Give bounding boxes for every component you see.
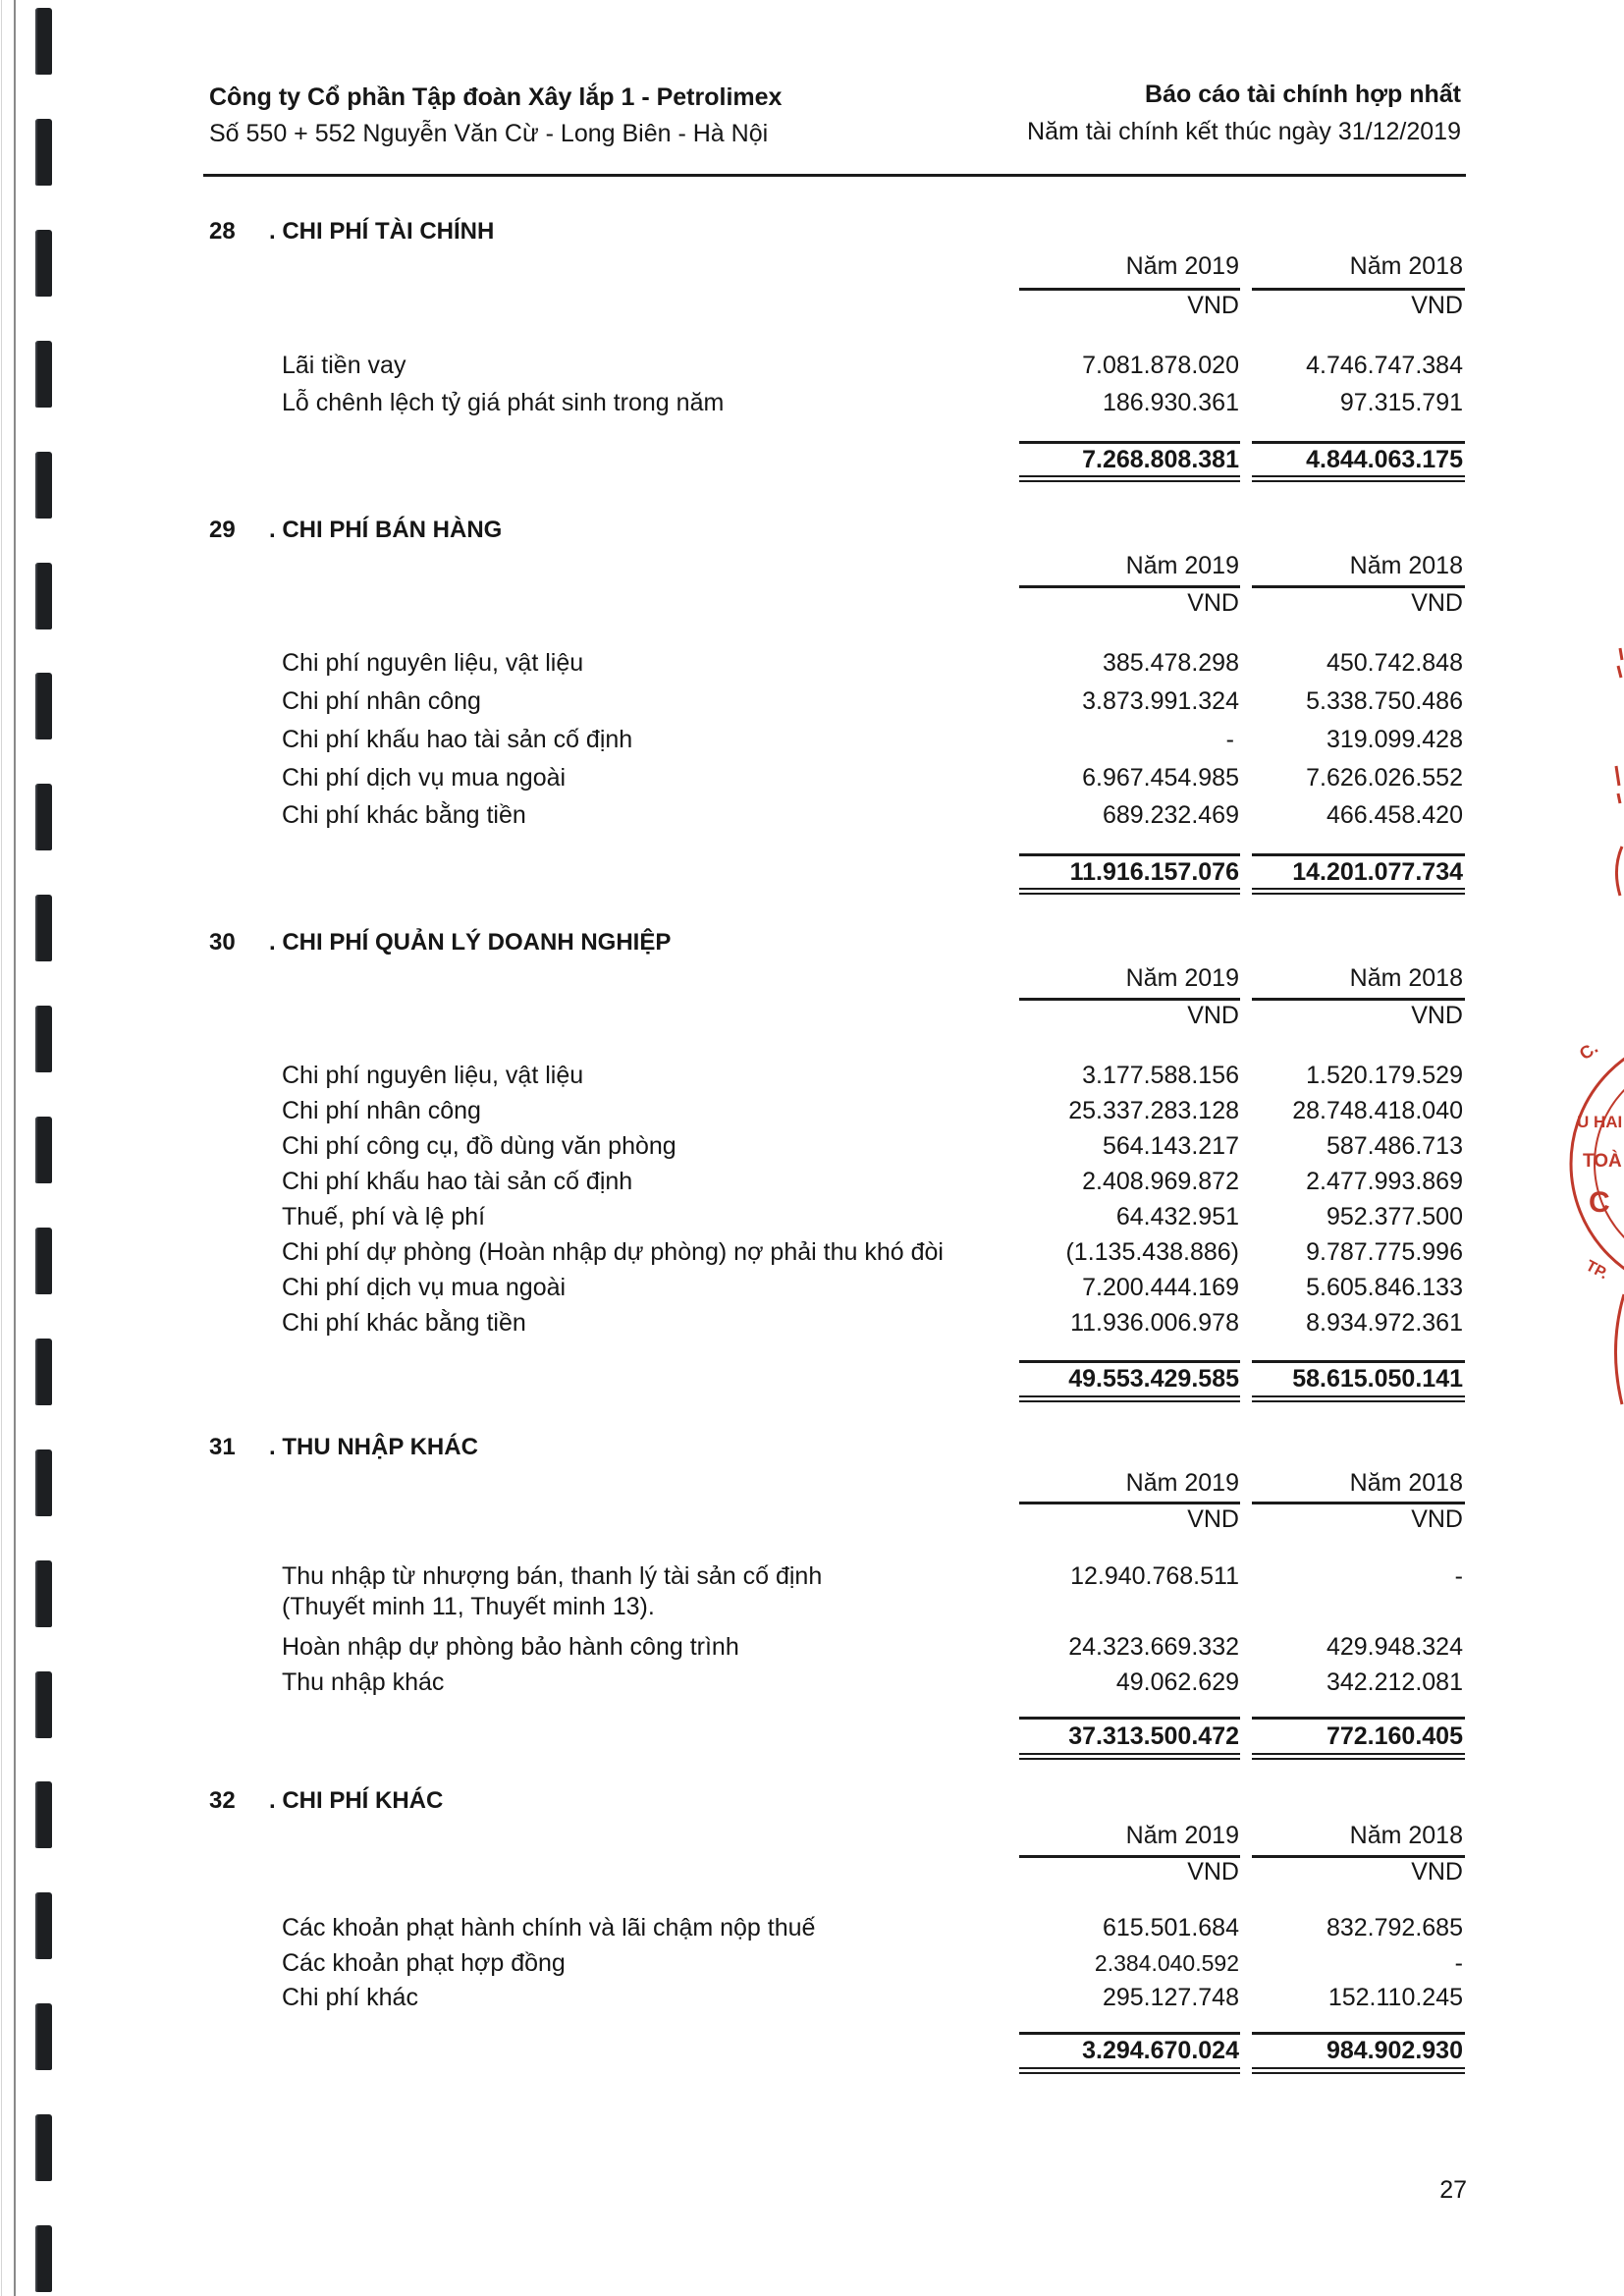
line-item (0, 800, 1624, 830)
total-row (0, 857, 1624, 887)
value-2018: 8.934.972.361 (1306, 1309, 1463, 1337)
line-item (0, 1131, 1624, 1161)
report-title: Báo cáo tài chính hợp nhất (1145, 81, 1461, 108)
section-number: 30 (209, 929, 236, 956)
value-2018: 28.748.418.040 (1292, 1097, 1463, 1124)
value-2019: 7.081.878.020 (1082, 352, 1239, 379)
column-year-2019: Năm 2019 (1125, 964, 1239, 992)
line-item (0, 1667, 1624, 1697)
line-item (0, 1632, 1624, 1662)
line-item-continuation (0, 1592, 1624, 1621)
seal-text-fragment: TP. (1583, 1257, 1611, 1284)
line-item (0, 725, 1624, 754)
line-item-label: Lỗ chênh lệch tỷ giá phát sinh trong năm (282, 389, 725, 416)
section-title: . CHI PHÍ KHÁC (269, 1787, 444, 1814)
value-2019: 2.384.040.592 (1094, 1950, 1239, 1976)
total-2018: 4.844.063.175 (1306, 446, 1463, 473)
line-item-label: Chi phí khác bằng tiền (282, 1309, 526, 1337)
value-2018: - (1454, 1949, 1463, 1977)
double-rule (1019, 888, 1240, 890)
double-rule (1252, 2067, 1465, 2069)
total-2019: 3.294.670.024 (1082, 2037, 1239, 2064)
value-2019: 6.967.454.985 (1082, 764, 1239, 792)
value-2018: 587.486.713 (1326, 1132, 1463, 1160)
line-item (0, 1913, 1624, 1942)
double-rule (1252, 480, 1465, 482)
line-item (0, 763, 1624, 793)
column-header-years (0, 1821, 1624, 1850)
total-2019: 7.268.808.381 (1082, 446, 1239, 473)
column-header-unit (0, 588, 1624, 618)
line-item-label: Thu nhập khác (282, 1668, 445, 1696)
total-row (0, 1364, 1624, 1394)
value-2019: 689.232.469 (1102, 801, 1239, 829)
double-rule (1252, 2072, 1465, 2074)
value-2018: 952.377.500 (1326, 1203, 1463, 1230)
column-header-years (0, 1468, 1624, 1498)
line-item-label: Chi phí khác bằng tiền (282, 801, 526, 829)
value-2018: 2.477.993.869 (1306, 1168, 1463, 1195)
line-item-label: Hoàn nhập dự phòng bảo hành công trình (282, 1633, 739, 1661)
column-unit: VND (1411, 1505, 1463, 1533)
value-2018: - (1454, 1562, 1463, 1590)
value-2018: 4.746.747.384 (1306, 352, 1463, 379)
seal-text-fragment: U HAI (1577, 1113, 1623, 1131)
header-divider (203, 174, 1466, 177)
total-2018: 984.902.930 (1326, 2037, 1463, 2064)
column-year-2018: Năm 2018 (1349, 964, 1463, 992)
binding-mark (35, 119, 52, 186)
column-unit: VND (1411, 1858, 1463, 1886)
line-item-label: Chi phí nguyên liệu, vật liệu (282, 1062, 584, 1089)
total-rule (1252, 2032, 1465, 2035)
column-unit: VND (1411, 292, 1463, 319)
value-2019: 385.478.298 (1102, 649, 1239, 677)
column-header-unit (0, 1857, 1624, 1886)
section-title: . CHI PHÍ TÀI CHÍNH (269, 218, 495, 245)
line-item-label: Thu nhập từ nhượng bán, thanh lý tài sản cố định (282, 1562, 823, 1590)
column-year-2018: Năm 2018 (1349, 252, 1463, 280)
value-2019: 186.930.361 (1102, 389, 1239, 416)
value-2019: (1.135.438.886) (1065, 1238, 1239, 1266)
double-rule (1019, 1395, 1240, 1397)
line-item (0, 351, 1624, 380)
total-rule (1252, 441, 1465, 444)
total-row (0, 445, 1624, 474)
value-2018: 342.212.081 (1326, 1668, 1463, 1696)
value-2019: 3.177.588.156 (1082, 1062, 1239, 1089)
line-item (0, 1237, 1624, 1267)
total-rule (1252, 1717, 1465, 1720)
value-2019: 12.940.768.511 (1070, 1562, 1239, 1590)
section-number: 29 (209, 517, 236, 543)
total-rule (1252, 853, 1465, 856)
section-number: 28 (209, 218, 236, 245)
double-rule (1252, 1400, 1465, 1402)
column-unit: VND (1187, 1505, 1239, 1533)
column-year-2018: Năm 2018 (1349, 552, 1463, 579)
line-item-label: Chi phí khấu hao tài sản cố định (282, 1168, 633, 1195)
value-2018: 450.742.848 (1326, 649, 1463, 677)
value-2018: 7.626.026.552 (1306, 764, 1463, 792)
line-item-label: Các khoản phạt hợp đồng (282, 1949, 566, 1977)
seal-text-fragment: TOÀ (1583, 1151, 1622, 1172)
binding-mark (35, 2225, 52, 2292)
column-unit: VND (1411, 589, 1463, 617)
line-item (0, 686, 1624, 716)
total-2018: 772.160.405 (1326, 1722, 1463, 1750)
line-item-label: Chi phí nhân công (282, 687, 481, 715)
line-item (0, 1983, 1624, 2012)
value-2019: 64.432.951 (1115, 1203, 1239, 1230)
value-2018: 5.338.750.486 (1306, 687, 1463, 715)
value-2019: 49.062.629 (1115, 1668, 1239, 1696)
column-header-years (0, 251, 1624, 281)
line-item-label: Chi phí khấu hao tài sản cố định (282, 726, 633, 753)
column-year-2018: Năm 2018 (1349, 1469, 1463, 1497)
line-item (0, 1167, 1624, 1196)
line-item-label: Chi phí dịch vụ mua ngoài (282, 1274, 567, 1301)
value-2019: 24.323.669.332 (1068, 1633, 1239, 1661)
total-row (0, 2036, 1624, 2065)
column-year-2019: Năm 2019 (1125, 552, 1239, 579)
section-number: 32 (209, 1787, 236, 1814)
total-rule (1019, 1360, 1240, 1363)
line-item-label: Chi phí công cụ, đồ dùng văn phòng (282, 1132, 677, 1160)
column-header-unit (0, 1001, 1624, 1030)
section-title: . CHI PHÍ BÁN HÀNG (269, 517, 503, 543)
double-rule (1019, 893, 1240, 895)
page-number: 27 (1439, 2176, 1467, 2204)
line-item (0, 1273, 1624, 1302)
line-item-label: Chi phí dự phòng (Hoàn nhập dự phòng) nợ phải thu khó đòi (282, 1238, 944, 1266)
value-2018: 97.315.791 (1339, 389, 1463, 416)
column-unit: VND (1187, 292, 1239, 319)
line-item (0, 1096, 1624, 1125)
column-year-2019: Năm 2019 (1125, 252, 1239, 280)
column-header-unit (0, 291, 1624, 320)
total-2019: 49.553.429.585 (1068, 1365, 1239, 1393)
report-period: Năm tài chính kết thúc ngày 31/12/2019 (1027, 118, 1461, 145)
double-rule (1252, 1753, 1465, 1755)
double-rule (1252, 888, 1465, 890)
line-item (0, 1948, 1624, 1978)
column-year-2018: Năm 2018 (1349, 1822, 1463, 1849)
section-title: . CHI PHÍ QUẢN LÝ DOANH NGHIỆP (269, 929, 672, 956)
double-rule (1019, 2072, 1240, 2074)
column-unit: VND (1187, 589, 1239, 617)
company-address: Số 550 + 552 Nguyễn Văn Cừ - Long Biên - Hà Nội (209, 120, 769, 147)
total-2019: 11.916.157.076 (1069, 858, 1239, 886)
line-item-label: Lãi tiền vay (282, 352, 406, 379)
value-2019: 7.200.444.169 (1082, 1274, 1239, 1301)
double-rule (1252, 475, 1465, 477)
value-2018: 429.948.324 (1326, 1633, 1463, 1661)
total-2018: 14.201.077.734 (1292, 858, 1463, 886)
double-rule (1019, 2067, 1240, 2069)
line-item (0, 1061, 1624, 1090)
total-2019: 37.313.500.472 (1068, 1722, 1239, 1750)
line-item-label: Chi phí nguyên liệu, vật liệu (282, 649, 584, 677)
value-2018: 319.099.428 (1326, 726, 1463, 753)
line-item-label: Chi phí khác (282, 1984, 418, 2011)
total-rule (1019, 1717, 1240, 1720)
line-item-label: Thuế, phí và lệ phí (282, 1203, 486, 1230)
column-unit: VND (1187, 1858, 1239, 1886)
value-2019: - (1225, 726, 1234, 753)
binding-mark (35, 8, 52, 75)
value-2018: 152.110.245 (1327, 1984, 1463, 2011)
line-item (0, 388, 1624, 417)
value-2018: 832.792.685 (1326, 1914, 1463, 1941)
column-unit: VND (1411, 1002, 1463, 1029)
value-2018: 1.520.179.529 (1306, 1062, 1463, 1089)
total-rule (1252, 1360, 1465, 1363)
value-2018: 466.458.420 (1326, 801, 1463, 829)
line-item-label: Chi phí nhân công (282, 1097, 481, 1124)
seal-text-fragment: C. (1575, 1037, 1602, 1065)
value-2019: 564.143.217 (1102, 1132, 1239, 1160)
column-year-2019: Năm 2019 (1125, 1469, 1239, 1497)
line-item-label: Chi phí dịch vụ mua ngoài (282, 764, 567, 792)
company-name: Công ty Cổ phần Tập đoàn Xây lắp 1 - Petrolimex (209, 83, 783, 111)
value-2019: 25.337.283.128 (1068, 1097, 1239, 1124)
total-rule (1019, 441, 1240, 444)
total-2018: 58.615.050.141 (1292, 1365, 1463, 1393)
binding-mark (35, 895, 52, 961)
total-row (0, 1722, 1624, 1751)
value-2019: 2.408.969.872 (1082, 1168, 1239, 1195)
double-rule (1019, 475, 1240, 477)
value-2018: 9.787.775.996 (1306, 1238, 1463, 1266)
value-2018: 5.605.846.133 (1306, 1274, 1463, 1301)
total-rule (1019, 2032, 1240, 2035)
seal-text-fragment: C (1589, 1186, 1610, 1219)
line-item-label-line2: (Thuyết minh 11, Thuyết minh 13). (282, 1593, 655, 1620)
total-rule (1019, 853, 1240, 856)
section-title: . THU NHẬP KHÁC (269, 1434, 478, 1460)
value-2019: 3.873.991.324 (1082, 687, 1239, 715)
column-year-2019: Năm 2019 (1125, 1822, 1239, 1849)
line-item (0, 648, 1624, 678)
binding-mark (35, 2114, 52, 2181)
section-number: 31 (209, 1434, 236, 1460)
value-2019: 615.501.684 (1102, 1914, 1239, 1941)
double-rule (1252, 893, 1465, 895)
column-header-years (0, 963, 1624, 993)
line-item-label: Các khoản phạt hành chính và lãi chậm nộp thuế (282, 1914, 816, 1941)
double-rule (1019, 1400, 1240, 1402)
line-item (0, 1308, 1624, 1338)
double-rule (1019, 1753, 1240, 1755)
column-header-years (0, 551, 1624, 580)
double-rule (1252, 1395, 1465, 1397)
double-rule (1019, 1758, 1240, 1760)
value-2019: 295.127.748 (1102, 1984, 1239, 2011)
value-2019: 11.936.006.978 (1070, 1309, 1239, 1337)
double-rule (1019, 480, 1240, 482)
column-unit: VND (1187, 1002, 1239, 1029)
column-header-unit (0, 1504, 1624, 1534)
line-item (0, 1202, 1624, 1231)
double-rule (1252, 1758, 1465, 1760)
line-item (0, 1561, 1624, 1591)
